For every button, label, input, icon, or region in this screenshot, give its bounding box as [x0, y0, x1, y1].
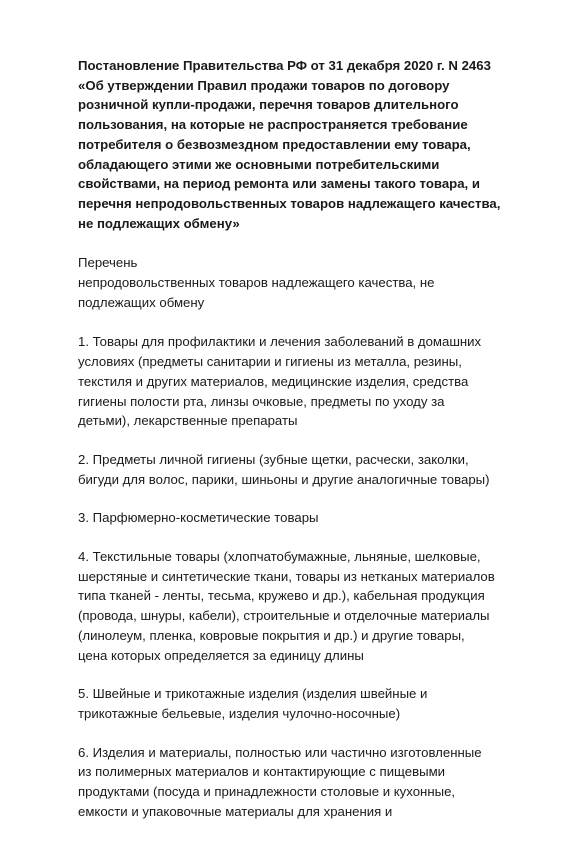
list-item-4: 4. Текстильные товары (хлопчатобумажные, льняные, шелковые, шерстяные и синтетические ткани, товары из нетканых материалов типа тканей - ленты, тесьма, кружево и др.), кабельная продукция (провода, шнуры, кабели), строительные и отделочные материалы (линолеум, пленка, ковровые покрытия и др.) и другие товары, цена которых определяется за единицу длины [78, 549, 495, 663]
document-page [78, 56, 528, 841]
list-item-5: 5. Швейные и трикотажные изделия (изделия швейные и трикотажные бельевые, изделия чулочно-носочные) [78, 686, 428, 721]
list-item-6: 6. Изделия и материалы, полностью или частично изготовленные из полимерных материалов и контактирующие с пищевыми продуктами (посуда и принадлежности столовые и кухонные, емкости и упаковочные материалы для хранения и [78, 744, 482, 819]
list-item-1: 1. Товары для профилактики и лечения заболеваний в домашних условиях (предметы санитарии и гигиены из металла, резины, текстиля и других материалов, медицинские изделия, средства гигиены полости рта, линзы очковые, предметы по уходу за детьми), лекарственные препараты [78, 334, 482, 429]
list-item-3: 3. Парфюмерно-косметические товары [78, 510, 319, 526]
list-heading: Перечень непродовольственных товаров надлежащего качества, не подлежащих обмену [78, 255, 435, 310]
document-title: Постановление Правительства РФ от 31 декабря 2020 г. N 2463 «Об утверждении Правил продажи товаров по договору розничной купли-продажи, перечня товаров длительного пользования, на которые не распространяется требование потребителя о безвозмездном предоставлении ему товара, обладающего этими же основными потребительскими свойствами, на период ремонта или замены такого товара, и перечня непродовольственных товаров надлежащего качества, не подлежащих обмену» [78, 58, 501, 231]
list-item-2: 2. Предметы личной гигиены (зубные щетки, расчески, заколки, бигуди для волос, парики, шиньоны и другие аналогичные товары) [78, 451, 490, 487]
